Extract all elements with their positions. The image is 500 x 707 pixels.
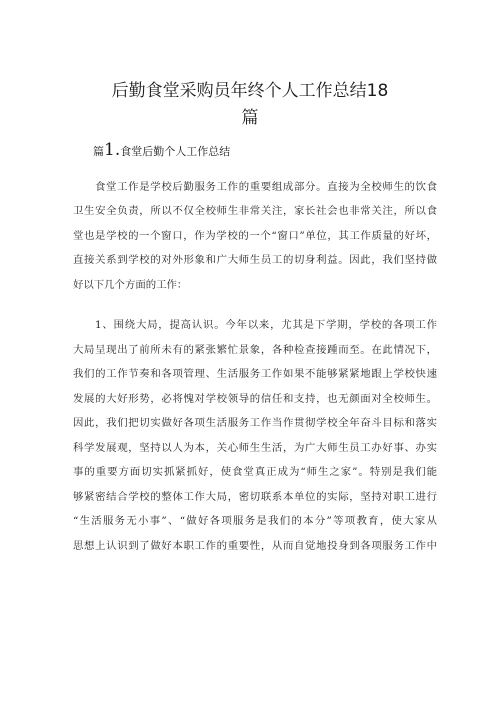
paragraph2-line: 够紧密结合学校的整体工作大局，密切联系本单位的实际，坚持对职工进行 (73, 491, 437, 503)
paragraph2-line: 1、围绕大局，提高认识。今年以来，尤其是下学期，学校的各项工作 (95, 319, 437, 331)
document-title-line2: 篇 (241, 108, 259, 128)
paragraph1-line: 食堂工作是学校后勤服务工作的重要组成部分。直接为全校师生的饮食 (95, 181, 437, 193)
document-title-line1: 后勤食堂采购员年终个人工作总结18 (111, 81, 389, 101)
paragraph1-line: 直接关系到学校的对外形象和广大师生员工的切身利益。因此，我们坚持做 (73, 254, 437, 266)
paragraph2-line: “生活服务无小事”、“做好各项服务是我们的本分”等项教育，使大家从 (73, 515, 437, 527)
section-prefix: 篇 (93, 145, 104, 158)
paragraph2-line: 思想上认识到了做好本职工作的重要性，从而自觉地投身到各项服务工作中 (73, 540, 437, 552)
paragraph2-line: 大局呈现出了前所未有的紧张繁忙景象，各种检查接踵而至。在此情况下， (73, 344, 437, 356)
paragraph2-line: 因此，我们把切实做好各项生活服务工作当作贯彻学校全年奋斗目标和落实 (73, 417, 437, 429)
section-title: 食堂后勤个人工作总结 (120, 145, 231, 158)
paragraph2-line: 我们的工作节奏和各项管理、生活服务工作如果不能够紧紧地跟上学校快速 (73, 368, 437, 380)
section-heading (93, 140, 230, 160)
paragraph1-line: 好以下几个方面的工作： (73, 279, 188, 291)
paragraph2-line: 事的重要方面切实抓紧抓好，使食堂真正成为“师生之家”。特别是我们能 (73, 466, 437, 478)
paragraph2-line: 科学发展观，坚持以人为本，关心师生生活，为广大师生员工办好事、办实 (73, 442, 437, 454)
paragraph2-line: 发展的大好形势，必将愧对学校领导的信任和支持，也无颜面对全校师生。 (73, 393, 437, 405)
section-number: 1. (104, 140, 121, 160)
paragraph1-line: 卫生安全负责，所以不仅全校师生非常关注，家长社会也非常关注，所以食 (73, 205, 437, 217)
paragraph1-line: 堂也是学校的一个窗口，作为学校的一个“窗口”单位，其工作质量的好坏， (73, 230, 437, 242)
